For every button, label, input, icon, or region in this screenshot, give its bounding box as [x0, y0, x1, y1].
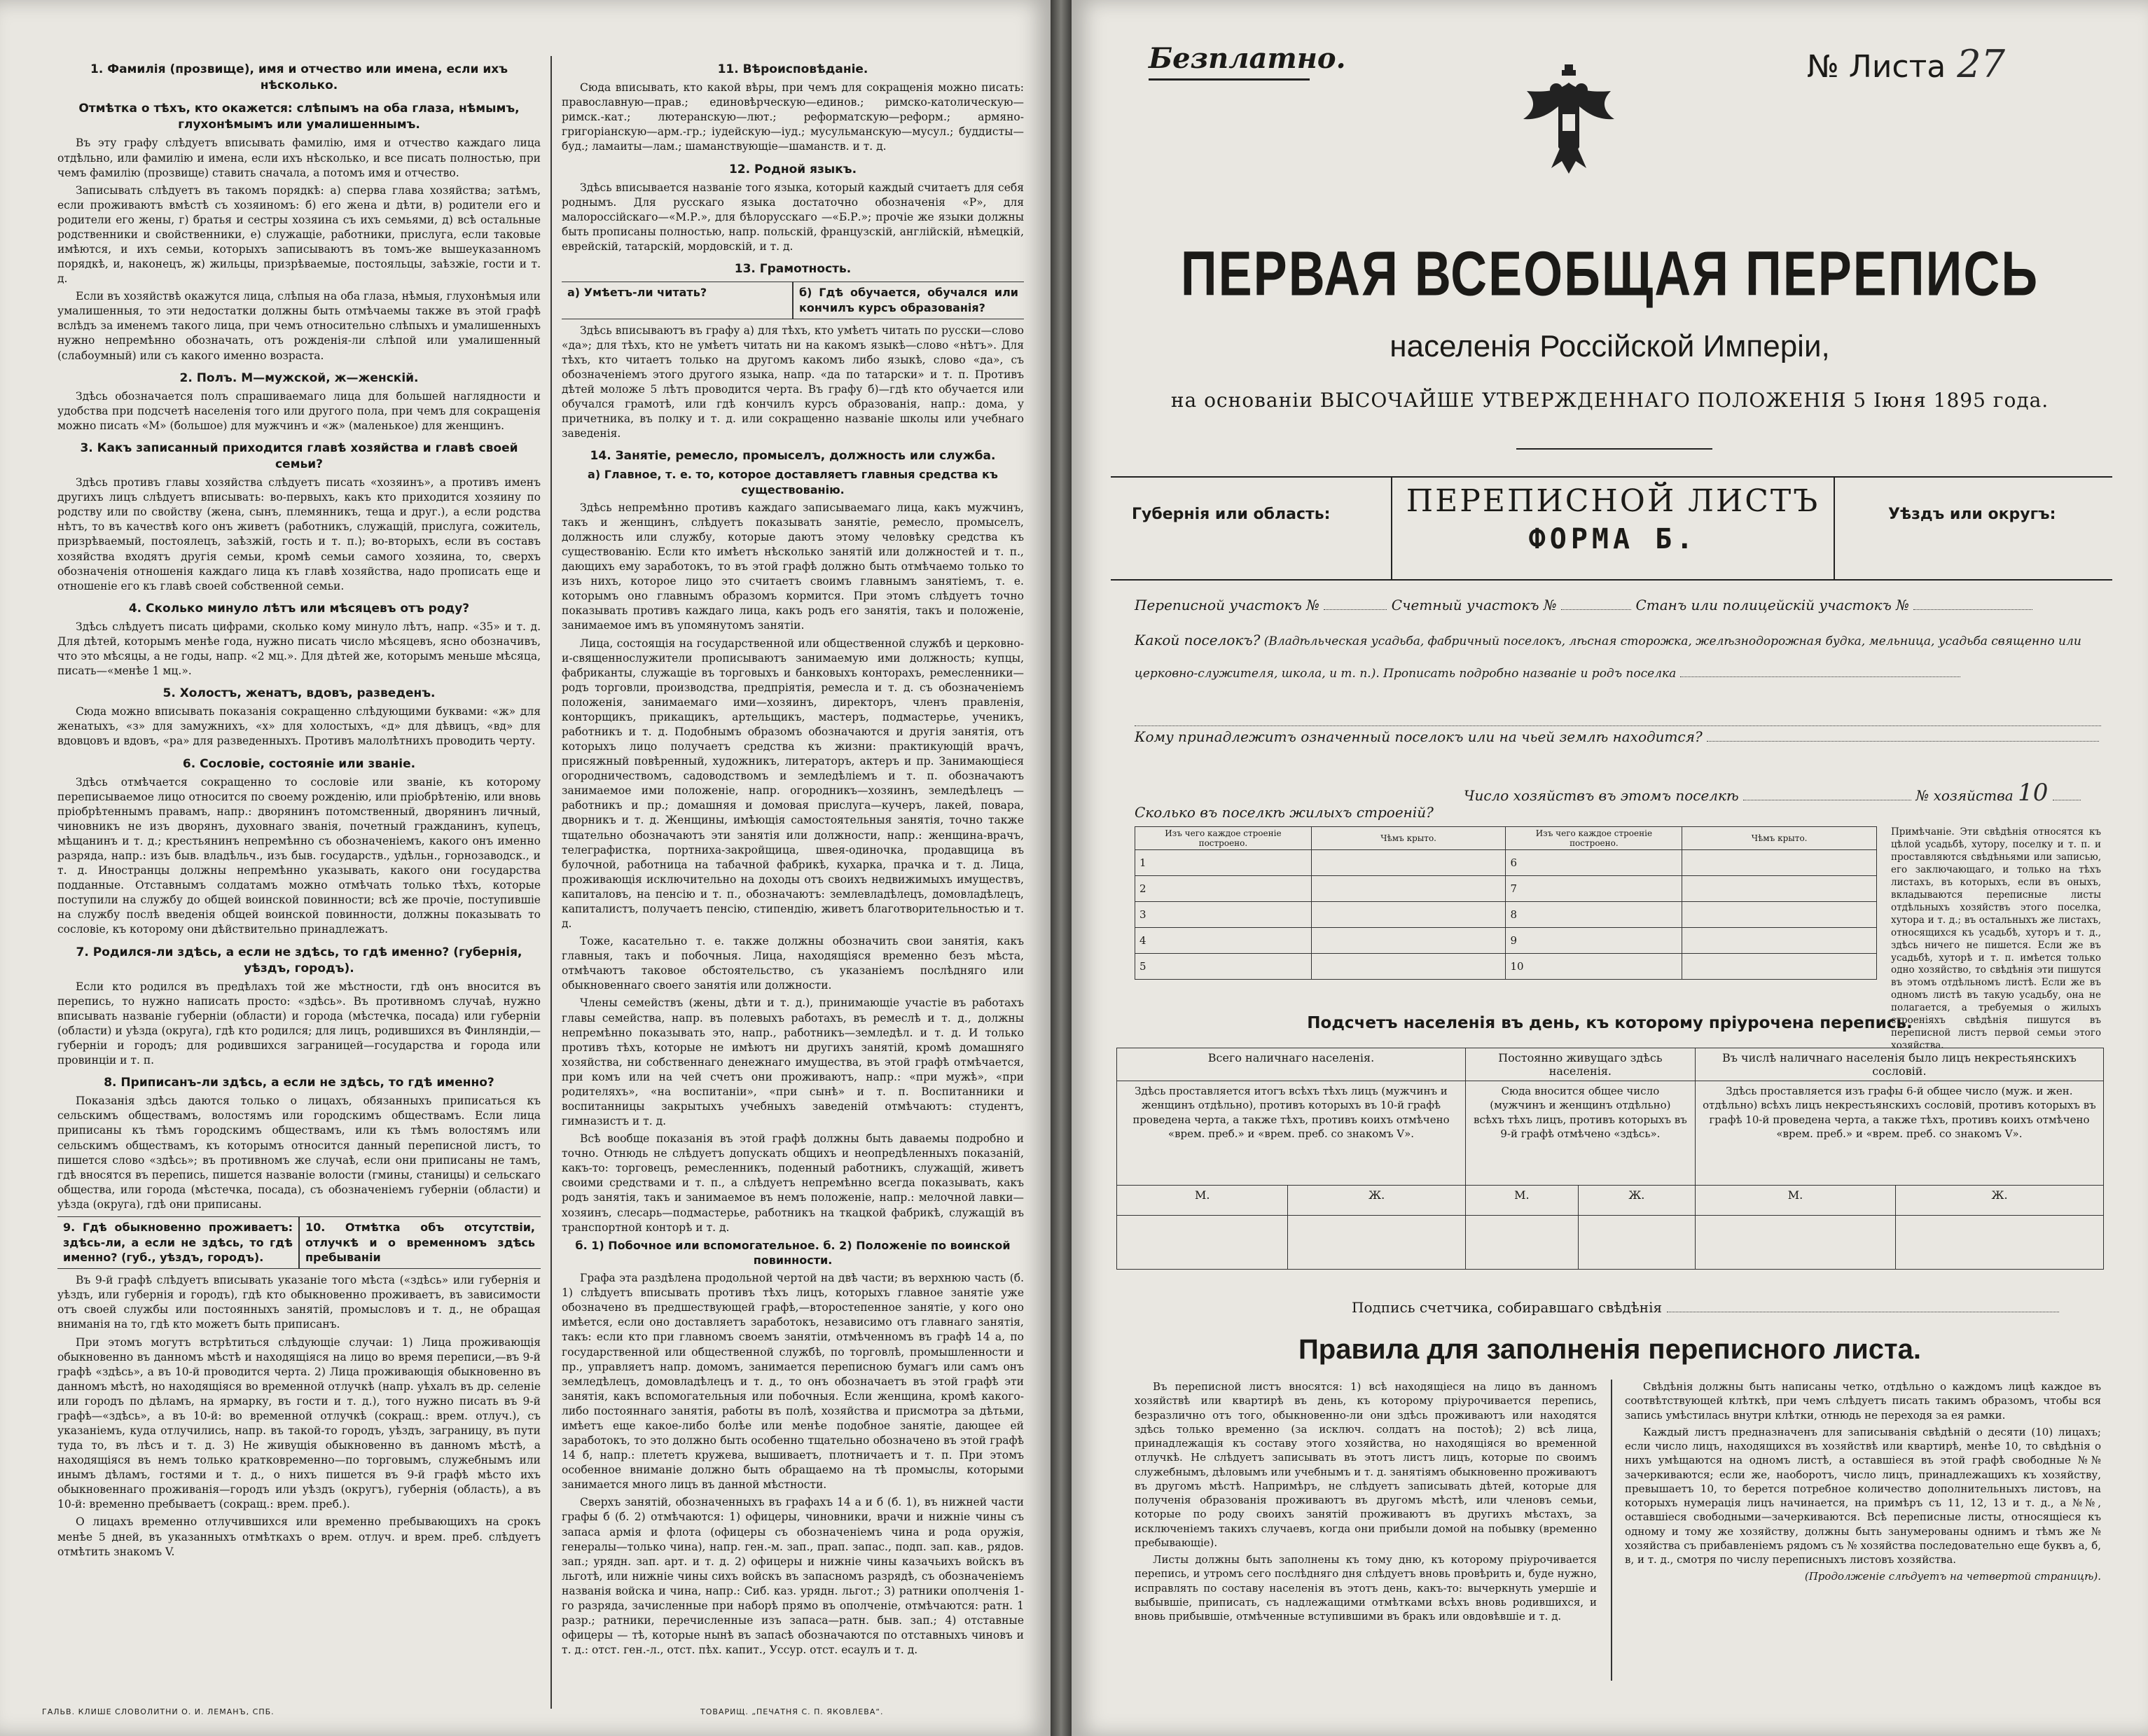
instruction-paragraph: Записывать слѣдуетъ въ такомъ порядкѣ: а) сперва глава хозяйства; затѣмъ, если проживаютъ вмѣстѣ съ хозяиномъ: б) его жена и дѣти, в) родители его и родители его жены, г) братья и сестры хозяина съ ихъ семьями, д) всѣ остальные родственники и свойственники, е) служащіе, работники, прислуга, если таковые имѣются, и ихъ семьи, которыхъ записываютъ въ томъ-же вышеуказанномъ порядкѣ, и, наконецъ, ж) жильцы, призрѣваемые, постояльцы, заѣзжіе, гости и т. д. [57, 183, 541, 286]
instruction-paragraph: При этомъ могутъ встрѣтиться слѣдующіе случаи: 1) Лица проживающія обыкновенно въ данномъ мѣстѣ и находящіяся на лицо во время переписи,—въ 9-й графѣ «здѣсь», а въ 10-й проводится черта. 2) Лица проживающія обыкновенно въ данномъ мѣстѣ, но находящіяся во временной отлучкѣ (напр. уѣхалъ въ др. селеніе или городъ по дѣламъ, на ярмарку, въ гости и т. д.), того нужно писать въ 9-й графѣ—«здѣсь», а въ 10-й: во временной отлучкѣ (сокращ.: врем. отлуч.), съ указаніемъ, куда отлучились, напр. въ такой-то городъ, уѣздъ, заграницу, въ пути туда то, въ лѣсъ и т. д. 3) Не живущія обыкновенно въ данномъ мѣстѣ, а находящіяся въ немъ только кратковременно—по торговымъ, служебнымъ или инымъ дѣламъ, гостями и т. д., о нихъ пишется въ 9-й графѣ мѣсто ихъ обыкновеннаго проживанія—городъ или уѣздъ (округъ), губернія (область), а въ 10-й: временно пребываетъ (сокращ.: врем. преб.). [57, 1335, 541, 1511]
bt-head-roof-2: Чѣмъ крыто. [1682, 827, 1877, 850]
value-cell [1578, 1216, 1695, 1270]
household-number-label: № хозяйства [1915, 787, 2014, 804]
row-num: 7 [1506, 876, 1682, 902]
instruction-paragraph: Если кто родился въ предѣлахъ той же мѣстности, гдѣ онъ вносится въ перепись, то нужно написать просто: «здѣсь». Въ противномъ случаѣ, нужно вписывать названіе губерніи (области) и города (мѣстечка, посада) или губерніи (области) и уѣзда (округа), гдѣ кто родился; для лицъ, родившихся въ Финляндіи,—губерніи и городъ; для родившихся заграницей—государства и города или провинціи и т. п. [57, 980, 541, 1067]
rules-divider [1611, 1380, 1612, 1681]
free-label: Безплатно. [1149, 42, 1346, 75]
settlement-question: Какой поселокъ? [1135, 632, 1261, 648]
section-heading: 8. Приписанъ-ли здѣсь, а если не здѣсь, то гдѣ именно? [104, 1076, 494, 1090]
sheet-number [1807, 42, 2005, 86]
bt-head-material-1: Изъ чего каждое строеніе построено. [1135, 827, 1312, 850]
value-cell [1117, 1216, 1288, 1270]
row-num: 9 [1506, 928, 1682, 954]
rule-paragraph: Листы должны быть заполнены къ тому дню, къ которому пріурочивается перепись, и утромъ сего послѣдняго дня слѣдуетъ вновь провѣрить и, буде нужно, исправлять по составу населенія въ этотъ день, какъ-то: вычеркнуть умершіе и выбывшіе, приписать, съ надлежащими отмѣтками всѣхъ вновь родившихся, и вновь прибывшіе, отмѣченные вступившими въ бракъ или овдовѣвшіе и т. д. [1135, 1553, 1597, 1623]
female-label: Ж. [1578, 1186, 1695, 1216]
pop-desc-nonpeasant: Здѣсь проставляется изъ графы 6-й общее число (муж. и жен. отдѣльно) всѣхъ лицъ некрестьянскихъ сословій, противъ которыхъ въ графѣ 10-й проведена черта, а также тѣхъ, противъ коихъ отмѣчено «врем. преб.» и «врем. преб. со знакомъ V». [1695, 1081, 2103, 1186]
table-row [1135, 876, 1877, 902]
household-number: 10 [2018, 779, 2049, 807]
instruction-paragraph: Здѣсь непремѣнно противъ каждаго записываемаго лица, какъ мужчинъ, такъ и женщинъ, слѣдуетъ показывать занятіе, ремесло, промыселъ, должность или службу, которые даютъ этому человѣку средства къ существованію. Если кто имѣетъ нѣсколько занятій или должностей и т. п., дающихъ ему заработокъ, то въ этой графѣ должно быть отмѣчаемо только то изъ нихъ, которое лицо это считаетъ своимъ главнымъ занятіемъ, т. е. которымъ оно главнымъ образомъ кормится. При этомъ слѣдуетъ точно показывать противъ каждаго лица, какъ родъ его занятія, такъ и положеніе, занимаемое имъ въ упомянутомъ занятіи. [562, 501, 1024, 632]
male-label: М. [1117, 1186, 1288, 1216]
section-heading: 6. Сословіе, состояніе или званіе. [182, 756, 416, 771]
households-line [1464, 779, 2081, 807]
male-label: М. [1465, 1186, 1578, 1216]
rule-paragraph: Въ переписной листъ вносятся: 1) всѣ находящіеся на лицо въ данномъ хозяйствѣ или квартирѣ въ день, къ которому пріурочивается перепись, безразлично отъ того, обыкновенно-ли они здѣсь проживаютъ или находятся здѣсь только временно (за исключ. солдатъ на постоѣ); 2) всѣ лица, принадлежащія къ составу этого хозяйства, но находящіяся во временной отлучкѣ. Не слѣдуетъ записывать въ этотъ листъ лицъ, которые по своимъ служебнымъ, дѣловымъ или учебнымъ и т. д. занятіямъ обыкновенно проживаютъ въ другомъ мѣстѣ. Напримѣръ, не слѣдуетъ записывать дѣтей, которые для полученія образованія проживаютъ въ другомъ мѣстѣ, или членовъ семьи, которые по роду своихъ занятій проживаютъ въ другихъ мѣстахъ, за исключеніемъ такихъ случаевъ, когда они прибыли домой на побывку (временно пребывающіе). [1135, 1380, 1597, 1549]
buildings-line [1135, 804, 1434, 821]
census-title: ПЕРВАЯ ВСЕОБЩАЯ ПЕРЕПИСЬ [1180, 239, 2039, 310]
settlement-line-2 [1135, 667, 1960, 681]
sub-heading: б. 1) Побочное или вспомогательное. б. 2) Положеніе по воинской повинности. [575, 1238, 1011, 1268]
table-row [1135, 850, 1877, 876]
rules-title: Правила для заполненія переписного листа. [1298, 1334, 1921, 1365]
split-heading-part: 10. Отмѣтка объ отсутствіи, отлучкѣ и о временномъ здѣсь пребываніи [298, 1217, 541, 1268]
book-gutter [1051, 0, 1072, 1736]
pop-desc-permanent: Сюда вносится общее число (мужчинъ и женщинъ отдѣльно) всѣхъ тѣхъ лицъ, противъ которыхъ въ 9-й графѣ отмѣчено «здѣсь». [1465, 1081, 1695, 1186]
imperial-eagle-icon [1520, 63, 1618, 175]
population-count-title: Подсчетъ населенія въ день, къ которому пріурочена перепись. [1307, 1014, 1913, 1032]
row-num: 5 [1135, 954, 1312, 980]
buildings-table [1135, 826, 1877, 980]
instruction-paragraph: Здѣсь слѣдуетъ писать цифрами, сколько кому минуло лѣтъ, напр. «35» и т. д. Для дѣтей, которымъ менѣе года, нужно писать число мѣсяцевъ, ясно обозначивъ, что это мѣсяцы, а не годы, напр. «2 мц.». Для дѣтей же, которымъ меньше мѣсяца, писать—«менѣе 1 мц.». [57, 620, 541, 678]
form-header [1111, 476, 2112, 581]
split-heading-part: б) Гдѣ обучается, обучался или кончилъ курсъ образованія? [792, 282, 1024, 319]
instruction-paragraph: Члены семействъ (жены, дѣти и т. д.), принимающіе участіе въ работахъ главы семейства, напр. въ полевыхъ работахъ, въ ремеслѣ и т. д., должны непремѣнно показывать это, напр., работникъ—земледѣл. и т. д. И только противъ тѣхъ, которые не имѣютъ ни другихъ занятій, кромѣ домашняго хозяйства, ни собственнаго денежнаго имущества, въ этой графѣ отмѣчается, при комъ или на чей счетъ они проживаютъ, напр.: «при мужѣ», «при родителяхъ», «на воспитаніи», «при сынѣ» и т. п. Воспитанники и воспитанницы закрытыхъ учебныхъ заведеній отмѣчаютъ: студентъ, гимназистъ и т. д. [562, 997, 1024, 1128]
split-heading [562, 282, 1024, 319]
empty-line [1135, 709, 2101, 726]
signature-label: Подпись счетчика, собиравшаго свѣдѣнія [1352, 1299, 1663, 1316]
households-label: Число хозяйствъ въ этомъ поселкѣ [1464, 787, 1739, 804]
instructions-column-2 [562, 55, 1024, 1660]
instruction-paragraph: Здѣсь обозначается полъ спрашиваемаго лица для большей наглядности и удобства при подсчетѣ населенія того или другого пола, при чемъ для сокращенія можно писать «М» (большое) для мужчинъ и «ж» (маленькое) для женщинъ. [57, 389, 541, 432]
instruction-paragraph: Здѣсь вписывается названіе того языка, который каждый считаетъ для себя роднымъ. Для русскаго языка достаточно обозначенія «Р», для малороссійскаго—«М.Р.», для бѣлорусскаго —«Б.Р.»; прочіе же языки должны быть прописаны полностью, напр. польскій, французскій, англійскій, нѣмецкій, еврейскій, татарскій, мордовскій, и т. д. [562, 181, 1024, 253]
split-heading-part: 9. Гдѣ обыкновенно проживаетъ: здѣсь-ли, а если не здѣсь, то гдѣ именно? (губ., уѣздъ, городъ). [63, 1220, 293, 1265]
settlement-note-2: церковно-служителя, школа, и т. п.). [1135, 667, 1380, 681]
population-table [1116, 1048, 2104, 1270]
instruction-paragraph: Показанія здѣсь даются только о лицахъ, обязанныхъ приписаться къ сельскимъ обществамъ, волостямъ или городскимъ обществамъ. Если лица приписаны къ тѣмъ городскимъ обществамъ, или къ тѣмъ волостямъ или сельскимъ обществамъ, къ которымъ относится данный переписной листъ, то пишется слово «здѣсь»; въ противномъ же случаѣ, если они приписаны не тамъ, гдѣ вносятся въ перепись, пишется названіе волости (гмины, станицы) и сельскаго общества, или города (мѣстечка, посада), съ обозначеніемъ губерніи (области) и уѣзда (округа), гдѣ они приписаны. [57, 1095, 541, 1211]
buildings-note: Примѣчаніе. Эти свѣдѣнія относятся къ цѣлой усадьбѣ, хутору, поселку и т. п. и проставляются свѣдѣньями или записью, его заключающаго, и только на тѣхъ листахъ, въ которыхъ, если въ оныхъ, вкладываются переписные листы отдѣльныхъ хозяйствъ этого поселка, хутора и т. д.; въ остальныхъ же листахъ, относящихся къ усадьбѣ, хуторъ и т. д., здѣсь ничего не пишется. Если же въ усадьбѣ, хуторѣ и т. п. имѣется только одно хозяйство, то свѣдѣнія эти пишутся въ этомъ отдѣльномъ листѣ. Если же въ одномъ листѣ въ такую усадьбу, она не полагается, а требуемыя о жилыхъ строеніяхъ свѣдѣнія пишутся въ переписной листъ первой семьи этого хозяйства. [1891, 826, 2101, 1052]
male-label: М. [1695, 1186, 1895, 1216]
rules-column-2 [1625, 1380, 2101, 1587]
section-heading: 3. Какъ записанный приходится главѣ хозяйства и главѣ своей семьи? [80, 440, 518, 472]
row-num: 6 [1506, 850, 1682, 876]
column-divider [550, 56, 552, 1709]
row-num: 4 [1135, 928, 1312, 954]
value-cell [1465, 1216, 1578, 1270]
bt-head-material-2: Изъ чего каждое строеніе построено. [1506, 827, 1682, 850]
instructions-column-1 [57, 55, 541, 1562]
district-label: Уѣздъ или округъ: [1888, 506, 2056, 523]
row-num: 10 [1506, 954, 1682, 980]
instruction-paragraph: Сюда можно вписывать показанія сокращенно слѣдующими буквами: «ж» для женатыхъ, «з» для замужнихъ, «х» для холостыхъ, «д» для дѣвицъ, «вд» для вдовцовъ и вдовъ, «ра» для разведенныхъ. Противъ малолѣтнихъ проводить черту. [57, 705, 541, 748]
table-row [1135, 954, 1877, 980]
instruction-paragraph: Здѣсь противъ главы хозяйства слѣдуетъ писать «хозяинъ», а противъ именъ другихъ лицъ слѣдуетъ вписывать: во-первыхъ, какъ кто приходится хозяину по родству или по свойству (жена, сынъ, племянникъ, теща и друг.), а если родства нѣтъ, то въ качествѣ кого онъ живетъ (работникъ, служащій, прислуга, сожитель, призрѣваемый, постоялецъ, заѣзжій, гость и т. п.); во-вторыхъ, если въ составъ хозяйства входятъ другія семьи, кромѣ семьи самого хозяина, то, сверхъ обозначенія отношенія каждаго лица къ главѣ хозяйства, надо прописать еще и отношеніе его къ главѣ своей собственной семьи. [57, 476, 541, 592]
instruction-paragraph: Въ эту графу слѣдуетъ вписывать фамилію, имя и отчество каждаго лица отдѣльно, или фамилію и имена, если ихъ нѣсколько, и все писать полностью, при чемъ фамилію (прозвище) ставить сначала, а потомъ имя и отчество. [57, 137, 541, 179]
section-heading: 4. Сколько минуло лѣтъ или мѣсяцевъ отъ роду? [128, 601, 470, 616]
section-heading: Отмѣтка о тѣхъ, кто окажется: слѣпымъ на оба глаза, нѣмымъ, глухонѣмымъ или умалишеннымъ. [78, 102, 520, 132]
row-num: 1 [1135, 850, 1312, 876]
instruction-paragraph: Всѣ вообще показанія въ этой графѣ должны быть даваемы подробно и точно. Отнюдь не слѣдуетъ допускать общихъ и неопредѣленныхъ показаній, какъ-то: торговецъ, ремесленникъ, поденный работникъ, служащій, живетъ своими средствами и т. п., а слѣдуетъ непремѣнно всегда показывать, какъ родъ занятія, такъ и занимаемое въ немъ положеніе, напр.: мелочной лавки—хозяинъ, слесарь—подмастерье, работникъ на ткацкой фабрикѣ, служащій въ транспортной конторѣ и т. д. [562, 1132, 1024, 1234]
sections-line [1135, 597, 2032, 613]
pop-desc-present: Здѣсь проставляется итогъ всѣхъ тѣхъ лицъ (мужчинъ и женщинъ отдѣльно), противъ которыхъ въ 10-й графѣ проведена черта, а также тѣхъ, противъ коихъ отмѣчено «врем. преб.» и «врем. преб. со знакомъ V». [1117, 1081, 1466, 1186]
instruction-paragraph: О лицахъ временно отлучившихся или временно пребывающихъ на срокъ менѣе 5 дней, въ указанныхъ отмѣткахъ о врем. отлуч. и врем. преб. слѣдуетъ отмѣтить знакомъ V. [57, 1515, 541, 1558]
value-cell [1896, 1216, 2104, 1270]
row-num: 2 [1135, 876, 1312, 902]
value-cell [1288, 1216, 1466, 1270]
bt-head-roof-1: Чѣмъ крыто. [1311, 827, 1506, 850]
section-heading: 13. Грамотность. [734, 262, 852, 276]
left-page [0, 0, 1051, 1736]
female-label: Ж. [1896, 1186, 2104, 1216]
pop-col-permanent: Постоянно живущаго здѣсь населенія. [1465, 1048, 1695, 1081]
form-title-box [1391, 478, 1835, 579]
section-heading: 5. Холостъ, женатъ, вдовъ, разведенъ. [162, 686, 436, 701]
pop-col-present: Всего наличнаго населенія. [1117, 1048, 1466, 1081]
sheet-label: № Листа [1807, 49, 1946, 85]
legal-basis: на основаніи ВЫСОЧАЙШЕ УТВЕРЖДЕННАГО ПОЛОЖЕНІЯ 5 Іюня 1895 года. [1170, 389, 2049, 412]
footer-left: ГАЛЬВ. КЛИШЕ СЛОВОЛИТНИ О. И. ЛЕМАНЪ, СПБ. [42, 1707, 275, 1716]
instruction-paragraph: Графа эта раздѣлена продольной чертой на двѣ части; въ верхнюю часть (б. 1) слѣдуетъ вписывать противъ тѣхъ лицъ, которыхъ главное занятіе уже обозначено въ предшествующей графѣ,—второстепенное занятіе, у кого оно имѣется, если оно доставляетъ заработокъ, независимо отъ главнаго занятія, такъ: если кто при главномъ своемъ занятіи, отмѣченномъ въ графѣ 14 а, по государственной или общественной службѣ, по торговлѣ, промышленности и пр., управляетъ напр. домомъ, занимается переписною бумагъ или самъ онъ земледѣлецъ, домовладѣлецъ и т. д., то онъ обозначаетъ въ этой графѣ эти занятія, какъ вспомогательныя или побочныя. Если женщина, кромѣ какого-либо постояннаго занятія, работы въ полѣ, хозяйства и присмотра за дѣтьми, имѣетъ еще какое-либо болѣе или менѣе подобное занятіе, дающее ей заработокъ, то это должно быть особенно тщательно обозначено въ этой графѣ 14 б, напр.: плететъ кружева, вышиваетъ, плотничаетъ и т. п. При этомъ особенное вниманіе должно быть обращаемо на тѣ промыслы, которыми занимается много лицъ въ данной мѣстности. [562, 1272, 1024, 1492]
section-heading: 7. Родился-ли здѣсь, а если не здѣсь, то гдѣ именно? (губернія, уѣздъ, городъ). [76, 945, 522, 975]
row-num: 3 [1135, 902, 1312, 928]
signature-line [1352, 1299, 2059, 1316]
section-heading: 11. Вѣроисповѣданіе. [717, 62, 868, 76]
settlement-note: (Владѣльческая усадьба, фабричный поселокъ, лѣсная сторожка, желѣзнодорожная будка, мельница, усадьба священно или [1263, 634, 2081, 648]
row-num: 8 [1506, 902, 1682, 928]
section-heading: 14. Занятіе, ремесло, промыселъ, должность или служба. [590, 449, 996, 464]
instruction-paragraph: Тоже, касательно т. е. также должны обозначить свои занятія, какъ главныя, такъ и побочныя. Лица, находящіяся временно безъ мѣста, отмѣчаютъ таковое обстоятельство, съ указаніемъ послѣдняго или обыкновеннаго своего занятія или должности. [562, 935, 1024, 992]
instruction-paragraph: Лица, состоящія на государственной или общественной службѣ и церковно-и-священнослужители прописываютъ занимаемую ими должность; купцы, фабриканты, служащіе въ торговыхъ и банковыхъ конторахъ, ремесленники—родъ торговли, производства, предпріятія, ремесла и т. д. съ обозначеніемъ положенія, занимаемаго ими—хозяинъ, директоръ, членъ правленія, конторщикъ, прикащикъ, артельщикъ, мастеръ, подмастерье, ученикъ, работникъ и т. д. Подобнымъ образомъ обозначаются и другія занятія, отъ которыхъ лицо получаетъ средства къ жизни: практикующій врачъ, присяжный повѣренный, художникъ, литераторъ, актеръ и пр. Занимающіеся огородничествомъ, садоводствомъ и земледѣліемъ и т. п. обозначаютъ занимаемое ими положеніе, напр. огородникъ—хозяинъ, земледѣлецъ — работникъ и пр.; домашняя и домовая прислуга—кучеръ, лакей, повара, дворникъ и т. д. Женщины, имѣющія самостоятельныя занятія, точно также тщательно обозначаютъ эти занятія или должности, напр.: женщина-врачъ, телеграфистка, портниха-закройщица, швея-одиночка, продавщица въ булочной, работница на табачной фабрикѣ, кухарка, прачка и т. д. Лица, проживающія исключительно на доходы отъ своихъ недвижимыхъ имуществъ, капиталовъ, на пенсію и т. п., обозначаютъ: землевладѣлецъ, домовладѣлецъ, капиталистъ, получаетъ пенсію, стипендію, живетъ благотворительностью и т. д. [562, 637, 1024, 931]
rule-paragraph: Каждый листъ предназначенъ для записыванія свѣдѣній о десяти (10) лицахъ; если число лицъ, находящихся въ хозяйствѣ или квартирѣ, менѣе 10, то свѣдѣнія о нихъ умѣщаются на одномъ листѣ, а оставшіеся въ этой графѣ свободные №№ зачеркиваются; если же, наоборотъ, число лицъ, принадлежащихъ къ хозяйству, превышаетъ 10, то берется потребное количество дополнительныхъ листовъ, на которыхъ нумерація лицъ начинается, на примѣръ съ 11, 12, 13 и т. д., а №№, оставшіеся свободными—зачеркиваются. Всѣ переписные листы, относящіеся къ одному и тому же хозяйству, должны быть занумерованы однимъ и тѣмъ же № хозяйства съ прибавленіемъ рядомъ съ № хозяйства последовательно еще буквъ а, б, в, и т. д., смотря по числу переписныхъ листовъ хозяйства. [1625, 1425, 2101, 1566]
settlement-note-3: Прописать подробно названіе и родъ поселка [1383, 667, 1677, 681]
instruction-paragraph: Въ 9-й графѣ слѣдуетъ вписывать указаніе того мѣста («здѣсь» или губернія и уѣздъ, или губернія и городъ), гдѣ кто обыкновенно проживаетъ, въ зависимости отъ своей службы или постоянныхъ занятій, промысловъ и т. д., не обращая вниманія на то, гдѣ кто можетъ быть приписанъ. [57, 1274, 541, 1331]
rule-paragraph: Свѣдѣнія должны быть написаны четко, отдѣльно о каждомъ лицѣ каждое въ соотвѣтствующей клѣткѣ, при чемъ слѣдуетъ писать такимъ образомъ, чтобы вся запись умѣстилась внутри клѣтки, отнюдь не переходя за ея рамки. [1625, 1380, 2101, 1422]
table-row [1135, 928, 1877, 954]
female-label: Ж. [1288, 1186, 1466, 1216]
footer-right: ТОВАРИЩ. „ПЕЧАТНЯ С. П. ЯКОВЛЕВА“. [700, 1707, 884, 1716]
province-label: Губернія или область: [1132, 506, 1331, 523]
count-section-label: Счетный участокъ № [1391, 597, 1557, 613]
right-page [1072, 0, 2148, 1736]
instruction-paragraph: Сверхъ занятій, обозначенныхъ въ графахъ 14 а и б (б. 1), въ нижней части графы б (б. 2) отмѣчаются: 1) офицеры, чиновники, врачи и нижніе чины съ запаса армія и флота (офицеры съ обозначеніемъ чина и рода оружія, генералы—только чина), напр. ген.-м. зап., прап. запас., подп. зап. кав., рядов. зап.; урядн. зап. арт. и т. д. 2) офицеры и нижніе чины казачьихъ войскъ въ льготѣ, или нижніе чины сихъ войскъ въ запасномъ разрядѣ, съ обозначеніемъ названія войска и чина, напр.: Сиб. каз. урядн. льгот.; 3) ратники ополченія 1-го разряда, зачисленные при наборѣ прямо въ ополченіе, отмѣчаются: ратн. 1 разр.; ратники, перечисленные изъ запаса—ратн. быв. зап.; 4) отставные офицеры — тѣ, которые нынѣ въ запасѣ обозначаются по отставныхъ чиновъ и т. д.: отст. ген.-л., отст. пѣх. капит., Уссур. отст. есаулъ и т. д. [562, 1496, 1024, 1657]
census-section-label: Переписной участокъ № [1135, 597, 1320, 613]
form-title: ПЕРЕПИСНОЙ ЛИСТЪ [1406, 483, 1820, 519]
section-heading: 12. Родной языкъ. [728, 162, 857, 176]
form-name: ФОРМА Б. [1528, 523, 1698, 555]
section-heading: 2. Полъ. М—мужской, ж—женскій. [179, 370, 419, 385]
value-cell [1695, 1216, 1895, 1270]
split-heading-part: а) Умѣетъ-ли читать? [567, 286, 707, 300]
section-heading: 1. Фамилія (прозвище), имя и отчество или имена, если ихъ нѣсколько. [90, 62, 508, 93]
free-underline [1149, 78, 1310, 81]
owner-question: Кому принадлежитъ означенный поселокъ или на чьей землѣ находится? [1135, 728, 1703, 745]
sub-heading: а) Главное, т. е. то, которое доставляетъ главныя средства къ существованію. [588, 468, 998, 497]
instruction-paragraph: Сюда вписывать, кто какой вѣры, при чемъ для сокращенія можно писать: православную—прав.; единовѣрческую—единов.; римско-католическую—римск.-кат.; лютеранскую—лют.; реформатскую—реформ.; армяно-григоріанскую—арм.-гр.; іудейскую—іуд.; мусульманскую—мусул.; буддисты—буд.; ламаиты—лам.; шаманствующіе—шаманств. и т. д. [562, 81, 1024, 153]
title-rule [1516, 448, 1712, 450]
instruction-paragraph: Если въ хозяйствѣ окажутся лица, слѣпыя на оба глаза, нѣмыя, глухонѣмыя или умалишенныя, то эти недостатки должны быть отмѣчаемы также въ этой графѣ вслѣдъ за именемъ такого лица, при чемъ относительно слѣпыхъ и умалишенныхъ нужно непремѣнно обозначать, отъ рожденія-ли слѣпой или умалишенный (слабоумный) или съ какого именно возраста. [57, 290, 541, 362]
buildings-question: Сколько въ поселкѣ жилыхъ строеній? [1135, 804, 1434, 821]
sheet-number-value: 27 [1957, 42, 2005, 86]
table-row [1135, 902, 1877, 928]
instruction-paragraph: Здѣсь отмѣчается сокращенно то сословіе или званіе, къ которому переписываемое лицо относится по своему рожденію, или пріобрѣтенію, или вновь пріобрѣтеннымъ правамъ, напр.: дворянинъ потомственный, дворянинъ личный, чиновникъ не изъ дворянъ, духовнаго званія, почетный гражданинъ, купецъ, мѣщанинъ и т. д.; крестьянинъ непремѣнно съ обозначеніемъ, какого онъ именно разряда, напр.: изъ быв. владѣльч., изъ быв. государств., удѣльн., горнозаводск., и т. д. Иностранцы должны непремѣнно указывать, какого они государства подданные. Отставнымъ солдатамъ можно отмѣчать только тѣхъ, которые поступили на службу до общей воинской повинности; всѣ же прочіе, поступившіе на службу послѣ введенія общей воинской повинности, должны показывать то сословіе, къ которому они дѣйствительно принадлежатъ. [57, 775, 541, 936]
settlement-line [1135, 632, 2081, 648]
census-subtitle: населенія Россійской Имперіи, [1390, 329, 1830, 363]
stan-label: Станъ или полицейскій участокъ № [1635, 597, 1910, 613]
pop-col-nonpeasant: Въ числѣ наличнаго населенія было лицъ некрестьянскихъ сословій. [1695, 1048, 2103, 1081]
instruction-paragraph: Здѣсь вписываютъ въ графу а) для тѣхъ, кто умѣетъ читать по русски—слово «да»; для тѣхъ, кто не умѣетъ читать ни на какомъ языкѣ—слово «нѣтъ». Для тѣхъ, кто читаетъ только на другомъ какомъ либо языкѣ, слово «да», съ обозначеніемъ этого другого языка, напр. «да по татарски» и т. п. Противъ дѣтей моложе 5 лѣтъ проводится черта. Въ графу б)—гдѣ кто обучается или обучался грамотѣ, или гдѣ кончилъ курсъ образованія, напр.: дома, у причетника, въ полку и т. д. или сокращенно названіе школы или учебнаго заведенія. [562, 324, 1024, 440]
owner-line [1135, 728, 2099, 745]
continued-note: (Продолженіе слѣдуетъ на четвертой страницѣ). [1804, 1570, 2101, 1583]
rules-column-1 [1135, 1380, 1597, 1626]
split-heading [57, 1216, 541, 1269]
